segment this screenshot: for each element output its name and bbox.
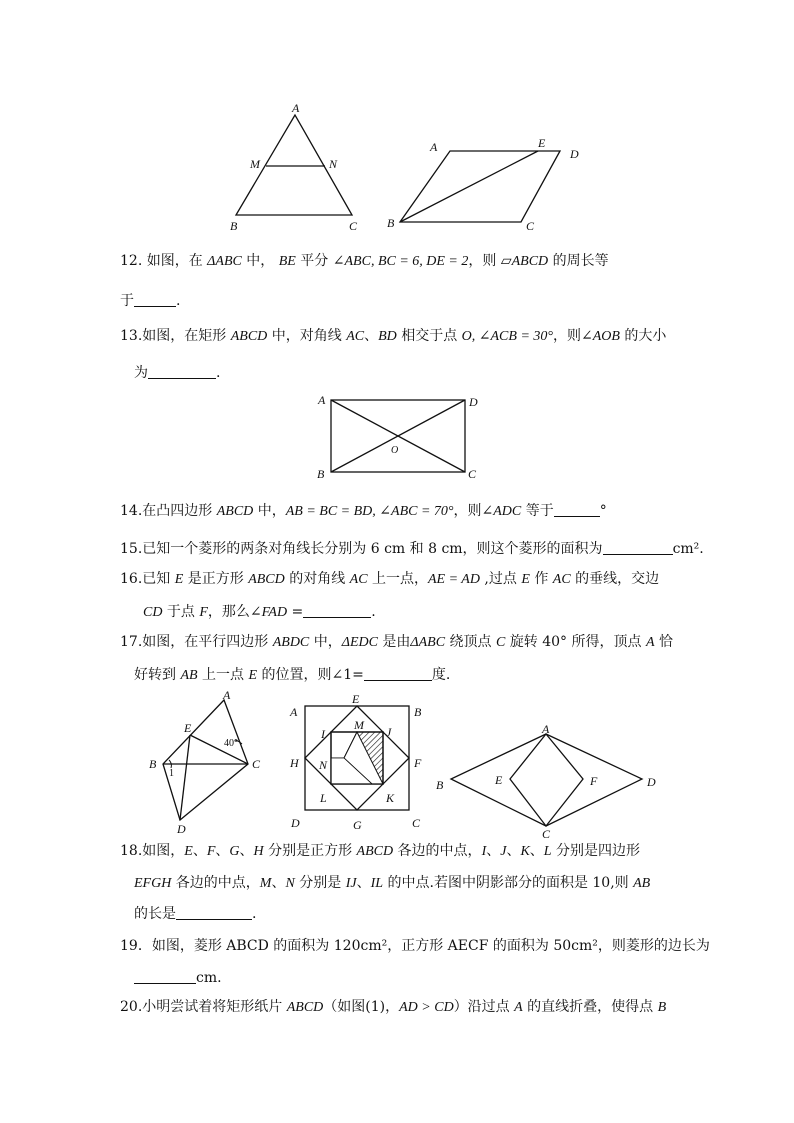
- parallelogram-abcd: [400, 151, 560, 222]
- q18-math: E: [184, 844, 193, 859]
- label-a: A: [318, 393, 326, 407]
- q18-text: 、: [529, 843, 544, 859]
- q18-math: K: [520, 844, 530, 859]
- label-m: M: [250, 157, 260, 171]
- label-b: B: [230, 219, 238, 233]
- q19-line2: [134, 969, 222, 987]
- q14-math: AB = BC = BD, ∠ABC = 70°: [285, 504, 454, 519]
- q19-answer-blank[interactable]: [134, 969, 196, 984]
- q13-math: O, ∠ACB = 30°: [461, 329, 553, 344]
- q14-math: ABCD: [216, 504, 254, 519]
- label-a: A: [223, 688, 231, 702]
- q18-text: 18.如图，: [120, 843, 185, 859]
- q18-line2: [134, 874, 650, 893]
- q16-math: AC: [349, 572, 368, 587]
- q16-math: E: [521, 572, 530, 587]
- q12-text: .: [176, 293, 181, 309]
- label-i: I: [321, 727, 325, 741]
- q13-answer-blank[interactable]: [148, 364, 216, 379]
- rhombus-square-figure: [432, 722, 662, 840]
- q12-line1: [120, 252, 609, 271]
- q14-text: 中，: [253, 503, 286, 519]
- q12-math: ▱ABCD: [500, 254, 549, 269]
- label-f: F: [590, 774, 598, 788]
- q18-text: 、: [215, 843, 230, 859]
- q18-text: 、: [239, 843, 254, 859]
- label-a: A: [292, 101, 300, 115]
- q17-text: 中，: [309, 634, 342, 650]
- label-d: D: [469, 395, 478, 409]
- label-d: D: [291, 816, 300, 830]
- q18-math: M: [259, 876, 272, 891]
- q12-text: ，则: [468, 253, 501, 269]
- label-a: A: [430, 140, 438, 154]
- q19-text: cm.: [196, 970, 222, 986]
- q12-text: 于: [120, 293, 134, 309]
- q18-text: 、: [486, 843, 501, 859]
- q16-text: ,过点: [479, 571, 522, 587]
- q16-math: F: [199, 605, 208, 620]
- q13-text: 为: [134, 365, 148, 381]
- q18-text: 的中点.若图中阴影部分的面积是 10,则: [383, 875, 634, 891]
- label-b: B: [387, 216, 395, 230]
- q16-text: 于点: [162, 604, 200, 620]
- label-n: N: [319, 758, 328, 772]
- label-c: C: [349, 219, 358, 233]
- q13-math: AC: [346, 329, 365, 344]
- q18-line1: [120, 842, 640, 861]
- q18-math: H: [253, 844, 264, 859]
- label-angle-40: 40°: [224, 738, 238, 749]
- q20-text: ）沿过点: [453, 999, 515, 1015]
- segment-ed: [180, 735, 190, 820]
- label-l: L: [320, 791, 327, 805]
- q17-math: ΔABC: [410, 635, 446, 650]
- q17-math: ABDC: [272, 635, 310, 650]
- q15-text: cm².: [672, 541, 704, 557]
- q16-line1: [120, 570, 659, 589]
- q13-text: ，则∠: [552, 328, 593, 344]
- q20-math: B: [657, 1000, 667, 1015]
- q16-text: =: [287, 604, 304, 620]
- q16-math: AC: [552, 572, 571, 587]
- q14-text: 14.在凸四边形: [120, 503, 217, 519]
- q18-math: ABCD: [356, 844, 394, 859]
- q13-text: 、: [364, 328, 379, 344]
- q14-answer-blank[interactable]: [554, 502, 600, 517]
- q17-text: 上一点: [197, 667, 249, 683]
- q12-line2: [120, 292, 180, 310]
- q18-math: AB: [633, 876, 651, 891]
- q14-text: 等于: [521, 503, 554, 519]
- q18-math: G: [229, 844, 240, 859]
- q17-answer-blank[interactable]: [364, 666, 432, 681]
- label-b: B: [149, 757, 157, 771]
- q16-math: CD: [143, 605, 163, 620]
- label-b: B: [317, 467, 325, 481]
- q13-line2: [134, 364, 220, 382]
- q13-math: ABCD: [230, 329, 268, 344]
- q18-math: IJ: [345, 876, 357, 891]
- q17-line1: [120, 633, 673, 652]
- q17-text: 的位置，则∠1=: [257, 667, 364, 683]
- q19-line1: [120, 937, 710, 955]
- label-e: E: [538, 136, 546, 150]
- q14-text: ，则∠: [453, 503, 494, 519]
- q16-math: E: [174, 572, 184, 587]
- q20-text: 的直线折叠，使得点: [522, 999, 658, 1015]
- q17-line2: [134, 666, 450, 685]
- label-d: D: [647, 775, 656, 789]
- q18-math: L: [543, 844, 552, 859]
- label-b: B: [436, 778, 444, 792]
- q16-text: 作: [529, 571, 553, 587]
- label-c: C: [526, 219, 535, 233]
- q12-math: ΔABC: [207, 254, 242, 269]
- q13-text: 13.如图，在矩形: [120, 328, 231, 344]
- q12-text: 中，: [241, 253, 279, 269]
- q18-line3: [134, 905, 256, 923]
- q17-text: 是由: [377, 634, 411, 650]
- q12-text: 平分: [295, 253, 333, 269]
- q20-text: （如图(1)，: [323, 999, 400, 1015]
- label-m: M: [354, 718, 364, 732]
- q18-math: F: [206, 844, 216, 859]
- q17-math: ΔEDC: [341, 635, 378, 650]
- label-c: C: [252, 757, 261, 771]
- q19-text: 19．如图，菱形 ABCD 的面积为 120cm²，正方形 AECF 的面积为 50cm²，则菱形的边长为: [120, 938, 710, 954]
- q17-text: 度.: [431, 667, 451, 683]
- label-f: F: [414, 756, 422, 770]
- rectangle-diagonals-figure: [312, 390, 487, 485]
- q14-text: °: [599, 503, 607, 519]
- label-e: E: [352, 692, 360, 706]
- q13-text: 的大小: [619, 328, 667, 344]
- q18-text: 、: [356, 875, 371, 891]
- q16-text: 16.已知: [120, 571, 175, 587]
- parallelogram-figure: [383, 133, 593, 233]
- q18-text: 各边的中点，: [393, 843, 482, 859]
- q13-text: 相交于点: [396, 328, 462, 344]
- q15-answer-blank[interactable]: [603, 540, 673, 555]
- q13-line1: [120, 327, 666, 346]
- q16-text: .: [371, 604, 376, 620]
- q18-text: 各边的中点，: [171, 875, 260, 891]
- label-g: G: [353, 818, 362, 832]
- square-aecf: [510, 734, 583, 826]
- label-d: D: [570, 147, 579, 161]
- q18-math: J: [500, 844, 507, 859]
- q17-text: 旋转 40° 所得，顶点: [505, 634, 646, 650]
- q16-line2: [143, 603, 376, 622]
- q18-text: 分别是正方形: [263, 843, 357, 859]
- q18-math: IL: [370, 876, 384, 891]
- q16-text: 上一点，: [367, 571, 428, 587]
- q16-math: AE = AD: [428, 572, 480, 587]
- q16-math: ABCD: [248, 572, 285, 587]
- label-j: J: [386, 725, 392, 739]
- q13-text: 中，对角线: [267, 328, 347, 344]
- q17-math: C: [495, 635, 506, 650]
- label-h: H: [290, 756, 299, 770]
- q18-text: 分别是四边形: [551, 843, 641, 859]
- q18-text: 、: [192, 843, 207, 859]
- q20-math: A: [514, 1000, 523, 1015]
- rotation-quad-figure: [145, 688, 270, 838]
- q15-line: [120, 540, 704, 558]
- q16-text: ，那么∠: [207, 604, 262, 620]
- label-o: O: [391, 445, 399, 456]
- q14-line: [120, 502, 607, 521]
- q12-answer-blank[interactable]: [134, 292, 176, 307]
- label-a: A: [290, 705, 298, 719]
- label-e: E: [184, 721, 192, 735]
- q12-math: ∠ABC, BC = 6, DE = 2: [332, 254, 469, 269]
- label-k: K: [386, 791, 395, 805]
- q17-text: 绕顶点: [445, 634, 496, 650]
- nested-squares-figure: [287, 692, 427, 835]
- q12-text: 的周长等: [548, 253, 609, 269]
- q18-text: 、: [271, 875, 286, 891]
- quad-abdc: [163, 700, 248, 820]
- q20-math: AD > CD: [399, 1000, 454, 1015]
- q15-text: 15.已知一个菱形的两条对角线长分别为 6 cm 和 8 cm，则这个菱形的面积为: [120, 541, 603, 557]
- q12-math: BE: [278, 254, 296, 269]
- q18-math: EFGH: [134, 876, 172, 891]
- label-c: C: [468, 467, 477, 481]
- q13-text: .: [216, 365, 221, 381]
- segment-be: [400, 151, 538, 222]
- q16-text: 的垂线，交边: [570, 571, 660, 587]
- q18-text: 的长是: [134, 906, 176, 922]
- label-b: B: [414, 705, 422, 719]
- q18-text: .: [252, 906, 257, 922]
- label-e: E: [495, 773, 503, 787]
- q17-text: 17.如图，在平行四边形: [120, 634, 273, 650]
- label-n: N: [329, 157, 338, 171]
- label-a: A: [542, 722, 550, 736]
- label-c: C: [412, 816, 421, 830]
- q20-line1: [120, 998, 666, 1017]
- q17-text: 恰: [654, 634, 673, 650]
- q16-text: 的对角线: [284, 571, 350, 587]
- label-d: D: [177, 822, 186, 836]
- q16-math: FAD: [261, 605, 288, 620]
- q17-math: A: [645, 635, 655, 650]
- q13-math: BD: [378, 329, 397, 344]
- q14-math: ADC: [493, 504, 522, 519]
- q16-answer-blank[interactable]: [303, 603, 371, 618]
- q20-math: ABCD: [286, 1000, 324, 1015]
- q12-text: 12. 如图，在: [120, 253, 208, 269]
- q18-text: 分别是: [294, 875, 346, 891]
- label-c: C: [542, 827, 551, 841]
- q18-math: I: [481, 844, 487, 859]
- q18-text: 、: [506, 843, 521, 859]
- q17-text: 好转到: [134, 667, 181, 683]
- q18-math: N: [285, 876, 295, 891]
- rhombus-abcd: [451, 734, 642, 826]
- triangle-mn-figure: [225, 100, 365, 235]
- q16-text: 是正方形: [183, 571, 249, 587]
- label-angle-1: 1: [169, 768, 174, 779]
- q13-math: AOB: [592, 329, 620, 344]
- q17-math: E: [248, 668, 258, 683]
- q18-answer-blank[interactable]: [176, 905, 252, 920]
- q20-text: 20.小明尝试着将矩形纸片: [120, 999, 287, 1015]
- q17-math: AB: [180, 668, 198, 683]
